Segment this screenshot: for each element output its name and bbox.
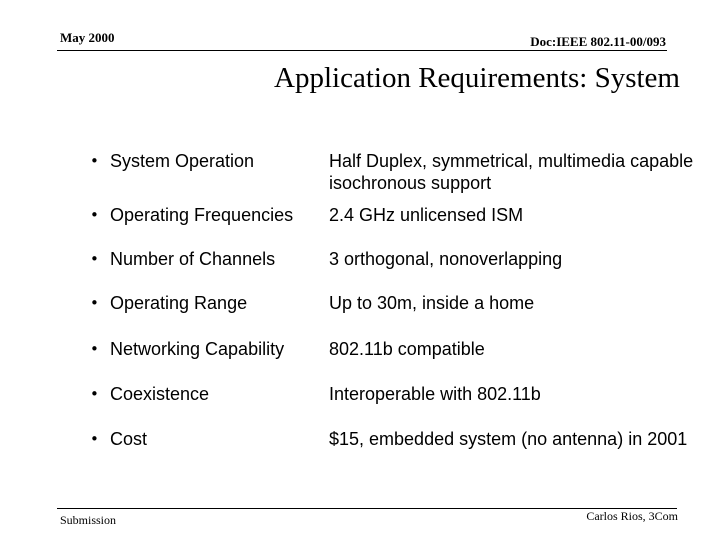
bullet-icon: • <box>90 430 99 448</box>
bullet-icon: • <box>90 250 99 268</box>
footer-rule <box>57 508 677 509</box>
slide-title: Application Requirements: System <box>274 62 680 94</box>
bullet-icon: • <box>90 152 99 170</box>
requirement-label: Cost <box>110 429 148 449</box>
requirement-value: 3 orthogonal, nonoverlapping <box>329 249 563 269</box>
requirement-label: Operating Range <box>110 293 248 313</box>
requirement-value: Up to 30m, inside a home <box>329 293 535 313</box>
header-doc-id: Doc:IEEE 802.11-00/093 <box>530 34 666 49</box>
bullet-icon: • <box>90 385 99 403</box>
requirement-label: Coexistence <box>110 384 210 404</box>
requirement-value: $15, embedded system (no antenna) in 2001 <box>329 429 688 449</box>
requirement-value: Half Duplex, symmetrical, multimedia capable isochronous support <box>329 151 694 193</box>
bullet-icon: • <box>90 206 99 224</box>
footer-submission: Submission <box>60 513 117 527</box>
requirement-value: Interoperable with 802.11b <box>329 384 541 404</box>
requirement-label: Networking Capability <box>110 339 285 359</box>
header-date: May 2000 <box>60 30 115 45</box>
requirement-label: Operating Frequencies <box>110 205 294 225</box>
requirement-label: System Operation <box>110 151 255 171</box>
bullet-icon: • <box>90 294 99 312</box>
bullet-icon: • <box>90 340 99 358</box>
requirement-value: 2.4 GHz unlicensed ISM <box>329 205 524 225</box>
requirement-label: Number of Channels <box>110 249 276 269</box>
footer-author: Carlos Rios, 3Com <box>586 509 678 523</box>
requirement-value: 802.11b compatible <box>329 339 485 359</box>
